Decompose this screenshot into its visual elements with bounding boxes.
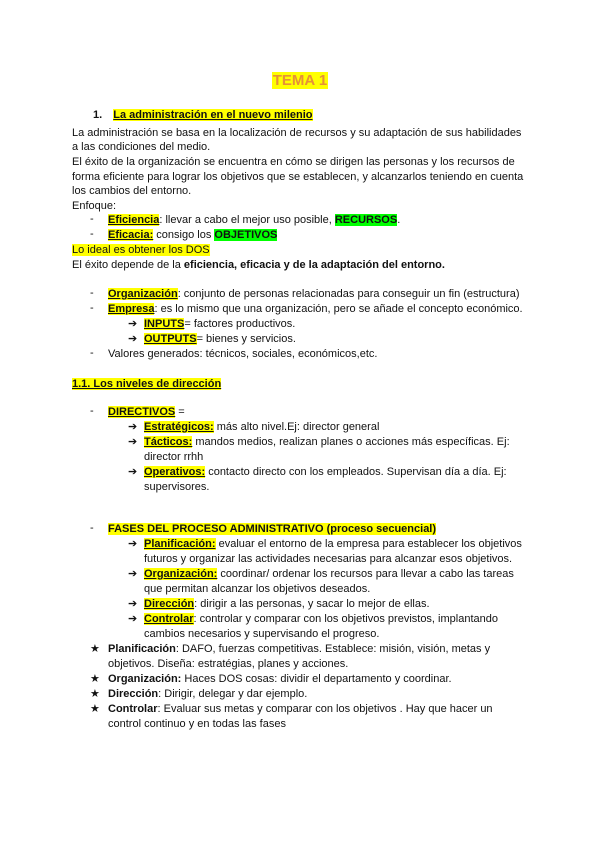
star-icon: ★	[90, 688, 100, 700]
list-item-eficacia: Eficacia: consigo los OBJETIVOS	[108, 229, 278, 241]
dash-bullet: -	[90, 405, 94, 417]
arrow-icon: ➔	[128, 613, 138, 625]
list-item-outputs: OUTPUTS= bienes y servicios.	[144, 333, 296, 345]
list-item-empresa: Empresa: es lo mismo que una organización, pero se añade el concepto económico.	[108, 303, 523, 315]
paragraph-line: supervisores.	[144, 481, 210, 493]
list-item-tacticos: Tácticos: mandos medios, realizan planes o acciones más específicas. Ej:	[144, 436, 510, 448]
section-heading-1: 1. La administración en el nuevo milenio	[93, 109, 313, 121]
paragraph-line: que permitan alcanzar los objetivos deseados.	[144, 583, 371, 595]
arrow-icon: ➔	[128, 318, 138, 330]
arrow-icon: ➔	[128, 333, 138, 345]
arrow-icon: ➔	[128, 421, 138, 433]
paragraph-line: El éxito depende de la eficiencia, eficacia y de la adaptación del entorno.	[72, 259, 445, 271]
list-item-direccion-fase: Dirección: dirigir a las personas, y sacar lo mejor de ellas.	[144, 598, 430, 610]
paragraph-line: futuros y organizar las actividades necesarias para alcanzar esos objetivos.	[144, 553, 513, 565]
page-title: TEMA 1	[272, 72, 328, 89]
star-item-planificacion: Planificación: DAFO, fuerzas competitivas. Establece: misión, visión, metas y	[108, 643, 491, 655]
arrow-icon: ➔	[128, 598, 138, 610]
star-item-controlar: Controlar: Evaluar sus metas y comparar con los objetivos . Hay que hacer un	[108, 703, 493, 715]
dash-bullet: -	[90, 287, 94, 299]
highlight-line: Lo ideal es obtener los DOS	[72, 244, 210, 256]
star-icon: ★	[90, 703, 100, 715]
star-item-direccion: Dirección: Dirigir, delegar y dar ejemplo.	[108, 688, 308, 700]
list-item-eficiencia: Eficiencia: llevar a cabo el mejor uso posible, RECURSOS.	[108, 214, 401, 226]
paragraph-line: forma eficiente para lograr los objetivos que se establecen, y alcanzarlos teniendo en cuenta	[72, 171, 524, 183]
paragraph-line: objetivos. Diseña: estratégias, planes y acciones.	[108, 658, 349, 670]
paragraph-line: El éxito de la organización se encuentra en cómo se dirigen las personas y los recursos de	[72, 156, 515, 168]
list-item-estrategicos: Estratégicos: más alto nivel.Ej: director general	[144, 421, 380, 433]
paragraph-line: los cambios del entorno.	[72, 185, 192, 197]
paragraph-line: a las condiciones del medio.	[72, 141, 211, 153]
list-item-operativos: Operativos: contacto directo con los empleados. Supervisan día a día. Ej:	[144, 466, 507, 478]
list-item-directivos: DIRECTIVOS =	[108, 406, 185, 418]
enfoque-label: Enfoque:	[72, 200, 117, 212]
star-icon: ★	[90, 643, 100, 655]
dash-bullet: -	[90, 213, 94, 225]
arrow-icon: ➔	[128, 568, 138, 580]
arrow-icon: ➔	[128, 538, 138, 550]
list-item-organizacion: Organización: conjunto de personas relacionadas para conseguir un fin (estructura)	[108, 288, 520, 300]
dash-bullet: -	[90, 228, 94, 240]
list-item-organizacion-fase: Organización: coordinar/ ordenar los recursos para llevar a cabo las tareas	[144, 568, 514, 580]
star-item-organizacion: Organización: Haces DOS cosas: dividir el departamento y coordinar.	[108, 673, 452, 685]
arrow-icon: ➔	[128, 436, 138, 448]
list-item-controlar-fase: Controlar: controlar y comparar con los objetivos previstos, implantando	[144, 613, 498, 625]
section-heading-1-1: 1.1. Los niveles de dirección	[72, 378, 222, 390]
list-item-valores: Valores generados: técnicos, sociales, económicos,etc.	[108, 348, 378, 360]
fases-heading: FASES DEL PROCESO ADMINISTRATIVO (proceso secuencial)	[108, 523, 437, 535]
paragraph-line: control continuo y en todas las fases	[108, 718, 286, 730]
list-item-planificacion: Planificación: evaluar el entorno de la empresa para establecer los objetivos	[144, 538, 522, 550]
paragraph-line: cambios necesarios y supervisando el progreso.	[144, 628, 380, 640]
star-icon: ★	[90, 673, 100, 685]
dash-bullet: -	[90, 302, 94, 314]
paragraph-line: director rrhh	[144, 451, 204, 463]
dash-bullet: -	[90, 522, 94, 534]
arrow-icon: ➔	[128, 466, 138, 478]
list-item-inputs: INPUTS= factores productivos.	[144, 318, 296, 330]
paragraph-line: La administración se basa en la localización de recursos y su adaptación de sus habilidades	[72, 127, 522, 139]
dash-bullet: -	[90, 347, 94, 359]
